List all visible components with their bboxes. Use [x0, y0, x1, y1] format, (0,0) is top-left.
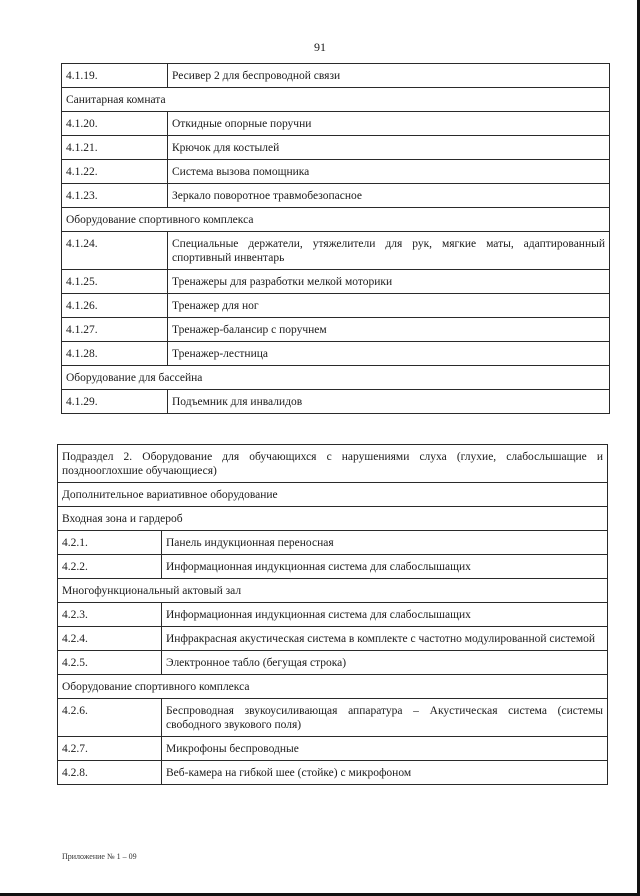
item-number: 4.1.22. [62, 160, 168, 184]
table-row [62, 112, 610, 136]
item-number: 4.2.6. [58, 699, 162, 737]
equipment-table-part-1 [61, 63, 610, 414]
page-footer: Приложение № 1 – 09 [62, 852, 137, 861]
item-description: Тренажер-балансир с поручнем [168, 318, 610, 342]
item-number: 4.1.25. [62, 270, 168, 294]
page-number: 91 [314, 40, 326, 54]
table-row [58, 531, 608, 555]
item-description: Крючок для костылей [168, 136, 610, 160]
section-header-row [62, 88, 610, 112]
table-row [58, 761, 608, 785]
table-row [58, 651, 608, 675]
table-row [62, 342, 610, 366]
table-row [62, 160, 610, 184]
item-number: 4.2.4. [58, 627, 162, 651]
item-number: 4.1.26. [62, 294, 168, 318]
item-number: 4.2.5. [58, 651, 162, 675]
item-description: Тренажер-лестница [168, 342, 610, 366]
item-description: Микрофоны беспроводные [162, 737, 608, 761]
section-title: Подраздел 2. Оборудование для обучающихся с нарушениями слуха (глухие, слабослышащие и позднооглохшие обучающиеся) [58, 445, 608, 483]
section-title: Входная зона и гардероб [58, 507, 608, 531]
section-title: Оборудование спортивного комплекса [58, 675, 608, 699]
item-description: Панель индукционная переносная [162, 531, 608, 555]
section-header-row [62, 366, 610, 390]
item-description: Тренажер для ног [168, 294, 610, 318]
item-number: 4.2.8. [58, 761, 162, 785]
item-description: Откидные опорные поручни [168, 112, 610, 136]
item-description: Информационная индукционная система для слабослышащих [162, 603, 608, 627]
table-row [62, 294, 610, 318]
item-description: Подъемник для инвалидов [168, 390, 610, 414]
section-header-row [58, 445, 608, 483]
table-row [62, 64, 610, 88]
table-row [58, 603, 608, 627]
item-number: 4.2.2. [58, 555, 162, 579]
item-description: Беспроводная звукоусиливающая аппаратура – Акустическая система (системы свободного звукового поля) [162, 699, 608, 737]
table-row [62, 184, 610, 208]
section-title: Санитарная комната [62, 88, 610, 112]
item-number: 4.1.23. [62, 184, 168, 208]
table-row [58, 699, 608, 737]
item-number: 4.2.3. [58, 603, 162, 627]
section-title: Оборудование спортивного комплекса [62, 208, 610, 232]
section-title: Дополнительное вариативное оборудование [58, 483, 608, 507]
item-description: Веб-камера на гибкой шее (стойке) с микрофоном [162, 761, 608, 785]
item-description: Тренажеры для разработки мелкой моторики [168, 270, 610, 294]
table-row [62, 390, 610, 414]
table-row [62, 318, 610, 342]
section-header-row [58, 579, 608, 603]
item-number: 4.2.1. [58, 531, 162, 555]
table-row [58, 737, 608, 761]
item-description: Зеркало поворотное травмобезопасное [168, 184, 610, 208]
section-header-row [58, 483, 608, 507]
table-row [62, 270, 610, 294]
table-row [62, 136, 610, 160]
item-number: 4.1.21. [62, 136, 168, 160]
section-header-row [58, 507, 608, 531]
item-number: 4.1.28. [62, 342, 168, 366]
item-description: Ресивер 2 для беспроводной связи [168, 64, 610, 88]
section-header-row [58, 675, 608, 699]
table-row [62, 232, 610, 270]
item-number: 4.1.20. [62, 112, 168, 136]
section-header-row [62, 208, 610, 232]
item-number: 4.1.27. [62, 318, 168, 342]
table-row [58, 555, 608, 579]
table-body-part-2 [58, 445, 608, 785]
item-number: 4.1.24. [62, 232, 168, 270]
item-description: Инфракрасная акустическая система в комплекте с частотно модулированной системой [162, 627, 608, 651]
item-number: 4.2.7. [58, 737, 162, 761]
item-number: 4.1.19. [62, 64, 168, 88]
section-title: Многофункциональный актовый зал [58, 579, 608, 603]
table-row [58, 627, 608, 651]
item-description: Система вызова помощника [168, 160, 610, 184]
item-number: 4.1.29. [62, 390, 168, 414]
section-title: Оборудование для бассейна [62, 366, 610, 390]
item-description: Специальные держатели, утяжелители для рук, мягкие маты, адаптированный спортивный инвентарь [168, 232, 610, 270]
item-description: Информационная индукционная система для слабослышащих [162, 555, 608, 579]
equipment-table-part-2 [57, 444, 608, 785]
table-body-part-1 [62, 64, 610, 414]
item-description: Электронное табло (бегущая строка) [162, 651, 608, 675]
